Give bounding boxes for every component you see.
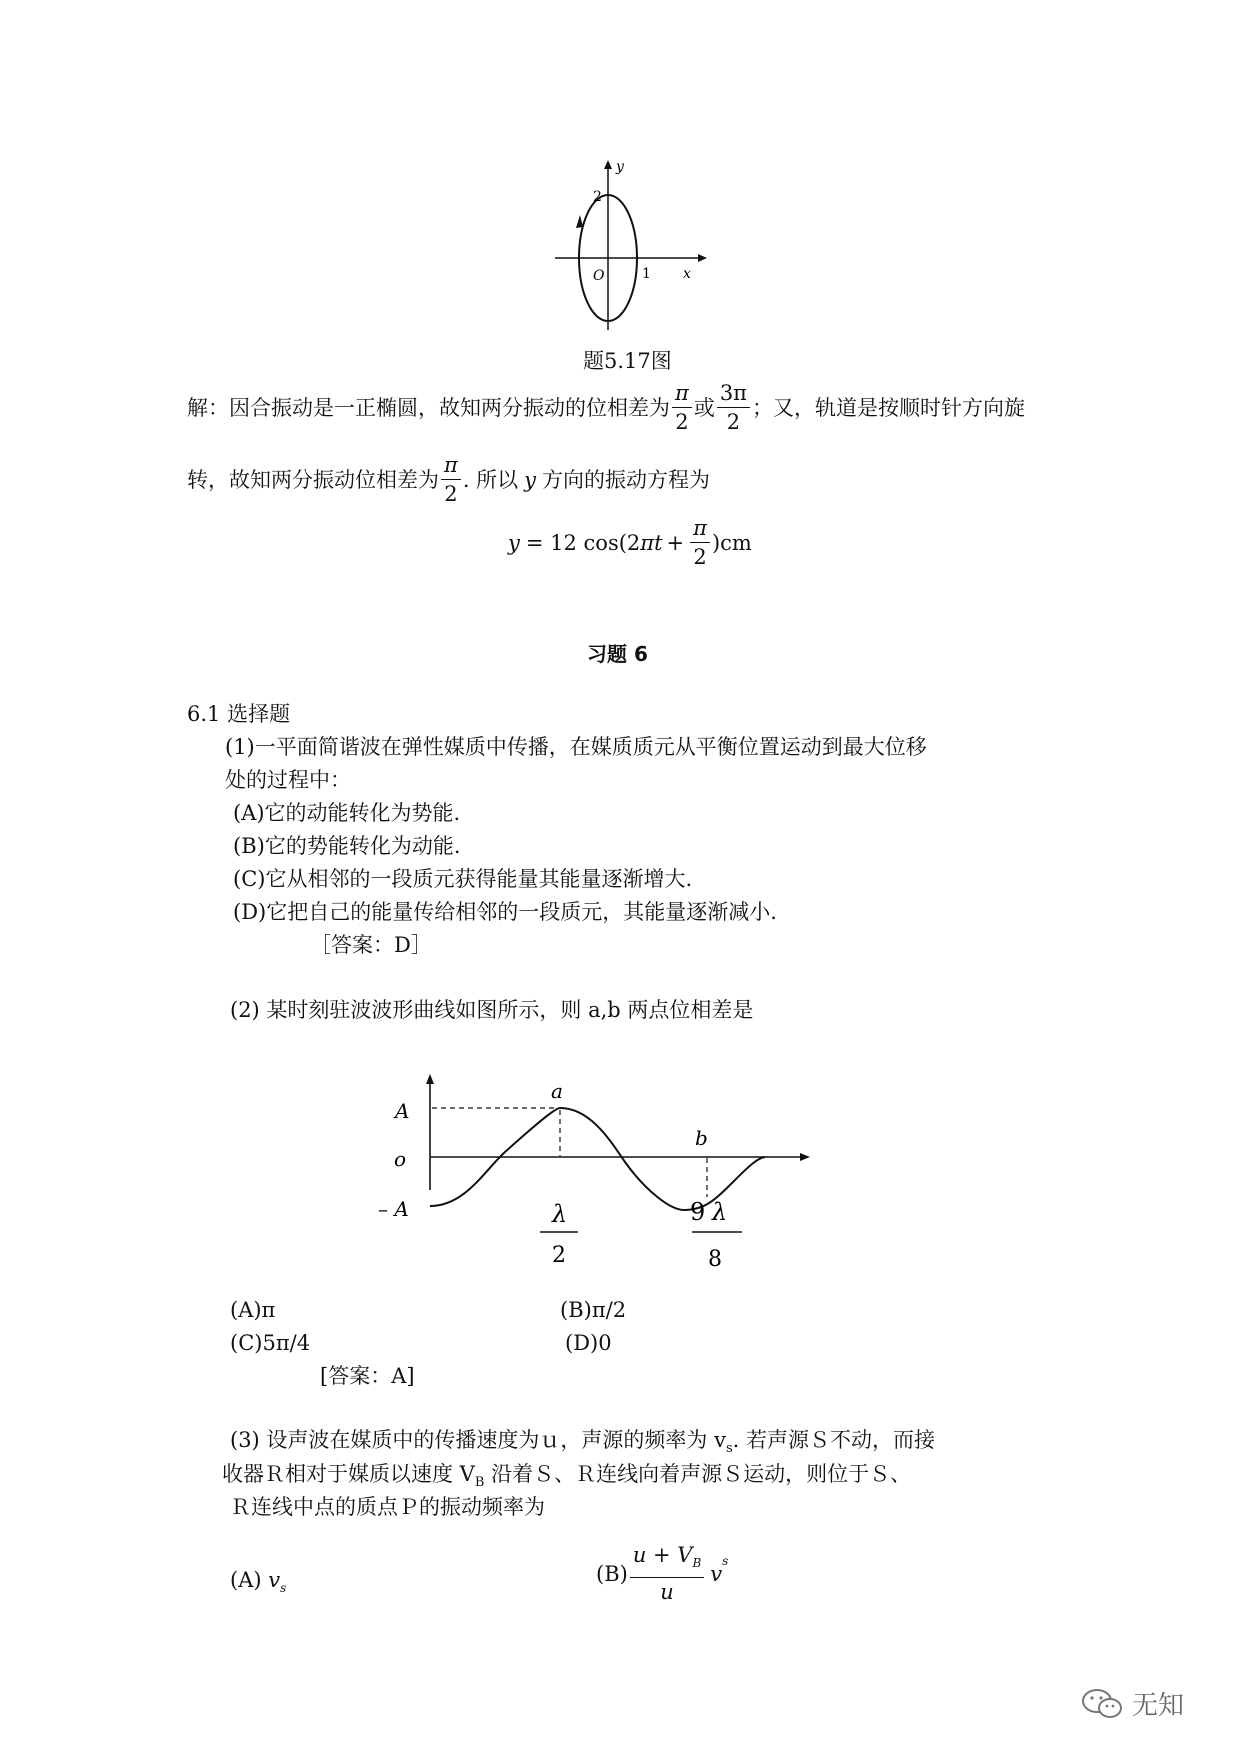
label-nine-lambda: λ	[712, 1198, 728, 1226]
q3-option-b-label: (B)	[596, 1561, 628, 1586]
fraction-3pi-over-2	[717, 380, 750, 435]
q3-text-2a: 收器Ｒ相对于媒质以速度 V	[222, 1462, 475, 1486]
solution-or: 或	[693, 395, 715, 420]
wechat-icon	[1080, 1687, 1124, 1721]
fraction-pi-over-2	[672, 380, 692, 435]
eq-y: y	[508, 530, 520, 555]
q3-option-a-v: v	[268, 1568, 281, 1592]
q1-stem-line-2: 处的过程中：	[225, 768, 351, 792]
x-tick-label: 1	[642, 266, 651, 282]
fraction-numerator: π	[672, 380, 692, 408]
q1-stem-line-1: (1)一平面简谐波在弹性媒质中传播，在媒质质元从平衡位置运动到最大位移	[225, 735, 927, 759]
fraction-pi-over-2	[441, 452, 461, 507]
q3-sub-b: B	[474, 1475, 485, 1491]
fraction-numerator: 3π	[717, 380, 750, 408]
label-half-lambda-den: 2	[552, 1243, 566, 1268]
x-axis-label: x	[683, 266, 691, 282]
wave-y-axis-arrow	[426, 1074, 434, 1084]
q1-option-b: (B)它的势能转化为动能.	[233, 834, 461, 858]
q1-answer: ［答案：D］	[310, 933, 432, 957]
wave-x-axis-arrow	[800, 1153, 810, 1161]
fraction-denominator: 2	[693, 545, 707, 569]
fraction-pi-over-2	[690, 515, 710, 570]
q3-option-a	[230, 1566, 286, 1602]
solution-text-2b: . 所以	[462, 467, 519, 492]
solution-var-y: y	[524, 467, 537, 492]
eq-plus: +	[666, 530, 685, 555]
q3-option-b	[596, 1542, 728, 1605]
x-axis-arrow	[698, 254, 707, 262]
fraction-denominator: 2	[444, 482, 458, 506]
q3-option-b-fraction	[630, 1542, 704, 1605]
q3-option-a-sub: s	[280, 1581, 287, 1596]
eq-mid: = 12 cos(2	[525, 530, 641, 555]
q3-option-b-v: v	[710, 1561, 723, 1586]
label-eight: 8	[708, 1247, 722, 1270]
fraction-denominator: u	[660, 1580, 674, 1605]
solution-text-1a: 解：因合振动是一正椭圆，故知两分振动的位相差为	[187, 395, 670, 420]
q3-text-1b: . 若声源Ｓ不动，而接	[732, 1428, 935, 1452]
fraction-denominator: 2	[675, 410, 689, 434]
figure-5-17-ellipse	[545, 155, 715, 330]
watermark-text: 无知	[1132, 1691, 1185, 1721]
q1-option-d: (D)它把自己的能量传给相邻的一段质元，其能量逐渐减小.	[233, 900, 777, 924]
q2-option-c: (C)5π/4	[230, 1331, 311, 1355]
label-half-lambda-num: λ	[552, 1200, 568, 1228]
fraction-numerator: $u + V_B$	[630, 1542, 704, 1578]
q61-title: 6.1 选择题	[187, 702, 291, 726]
q2-stem: (2) 某时刻驻波波形曲线如图所示，则 a,b 两点位相差是	[230, 998, 754, 1022]
section-title: 习题 6	[587, 642, 648, 666]
eq-pit: πt	[640, 530, 663, 555]
label-neg-amplitude: – A	[378, 1197, 409, 1221]
solution-line-1	[187, 380, 1025, 435]
direction-arrow	[576, 215, 583, 228]
q3-stem-line-1	[230, 1426, 935, 1463]
solution-text-2a: 转，故知两分振动位相差为	[187, 467, 439, 492]
label-amplitude: A	[395, 1099, 410, 1123]
solution-text-2c: 方向的振动方程为	[542, 467, 711, 492]
eq-right: )cm	[711, 530, 752, 555]
y-axis-arrow	[604, 160, 612, 169]
origin-label: O	[593, 268, 605, 284]
solution-line-2	[187, 452, 710, 507]
y-tick-label: 2	[593, 189, 602, 205]
standing-wave-figure	[370, 1070, 820, 1270]
q1-option-a: (A)它的动能转化为势能.	[233, 801, 461, 825]
q3-text-1a: (3) 设声波在媒质中的传播速度为ｕ，声源的频率为 v	[230, 1428, 726, 1452]
solution-text-1b: ；又，轨道是按顺时针方向旋	[751, 395, 1025, 420]
label-point-b: b	[695, 1126, 708, 1150]
wave-curve	[430, 1108, 765, 1210]
fraction-denominator: 2	[726, 410, 741, 434]
label-origin: o	[394, 1147, 407, 1171]
q2-option-a: (A)π	[230, 1298, 276, 1322]
q1-option-c: (C)它从相邻的一段质元获得能量其能量逐渐增大.	[233, 867, 693, 891]
q3-option-a-label: (A)	[230, 1568, 262, 1592]
q3-option-b-sub: s	[722, 1554, 729, 1569]
watermark	[1080, 1685, 1184, 1722]
q3-sub-s: s	[725, 1441, 733, 1457]
q3-stem-line-3: Ｒ连线中点的质点Ｐ的振动频率为	[230, 1495, 545, 1519]
equation-y	[508, 515, 752, 570]
label-nine: 9	[690, 1198, 706, 1226]
q2-option-d: (D)0	[565, 1331, 612, 1355]
fraction-numerator: π	[441, 452, 461, 480]
y-axis-label: y	[616, 159, 624, 175]
fraction-numerator: π	[690, 515, 710, 543]
label-point-a: a	[551, 1079, 563, 1103]
q2-answer: [答案：A]	[320, 1364, 415, 1388]
q3-stem-line-2	[222, 1460, 911, 1497]
q3-text-2b: 沿着Ｓ、Ｒ连线向着声源Ｓ运动，则位于Ｓ、	[484, 1462, 912, 1486]
q2-option-b: (B)π/2	[560, 1298, 627, 1322]
figure-caption: 题5.17图	[583, 349, 672, 373]
